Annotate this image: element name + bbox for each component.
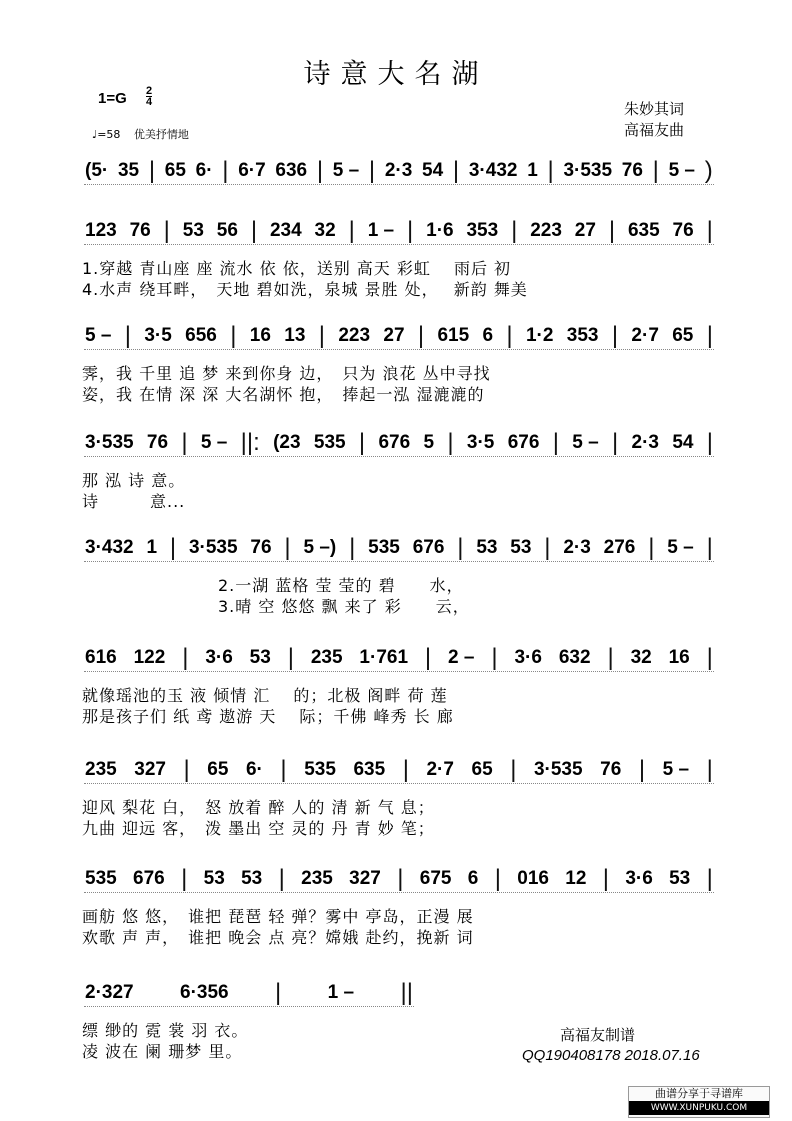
barline: |: [638, 756, 646, 783]
note-group: 76: [621, 160, 643, 181]
barline: |: [407, 217, 414, 244]
note-group: 2·3: [631, 432, 659, 453]
note-group: 16: [668, 647, 690, 668]
barline: |: [222, 157, 229, 184]
transcriber-credit: 高福友制谱: [560, 1026, 636, 1044]
note-group: 276: [603, 537, 636, 558]
note-group: 636: [275, 160, 308, 181]
note-group: 223: [530, 220, 562, 241]
note-group: 123: [85, 220, 117, 241]
note-group: 235: [301, 868, 333, 889]
barline: |: [452, 157, 460, 184]
note-group: 632: [558, 647, 591, 668]
note-group: 353: [566, 325, 599, 346]
barline: |: [287, 644, 294, 671]
barline: ||:: [240, 429, 260, 456]
barline: |: [547, 157, 554, 184]
note-group: 76: [672, 220, 694, 241]
note-group: 1·6: [426, 220, 454, 241]
note-group: 76: [250, 537, 272, 558]
composer-credit: 高福友曲: [624, 121, 685, 139]
note-group: 1: [146, 537, 158, 558]
barline: |: [602, 865, 609, 892]
barline: |: [284, 534, 291, 561]
note-group: 3·432: [468, 160, 518, 181]
note-group: 12: [565, 868, 587, 889]
watermark-text: 曲谱分享于寻谱库: [655, 1087, 743, 1100]
note-group: 16: [249, 325, 271, 346]
note-group: 3·6: [514, 647, 542, 668]
lyric-line: 2.一湖 蓝格 莹 莹的 碧 水，: [82, 576, 464, 595]
barline: |: [608, 217, 616, 244]
lyric-line: 姿，我 在情 深 深 大名湖怀 抱， 捧起一泓 湿漉漉的: [82, 385, 485, 404]
note-group: 3·5: [466, 432, 495, 453]
barline: |: [457, 534, 464, 561]
barline: |: [358, 429, 366, 456]
barline: |: [706, 429, 713, 456]
barline: |: [183, 756, 190, 783]
note-group: 2·3: [384, 160, 413, 181]
barline: |: [169, 534, 177, 561]
note-group: 2 –: [448, 647, 475, 668]
barline: |: [417, 322, 425, 349]
note-group: 56: [216, 220, 238, 241]
barline: |: [148, 157, 156, 184]
note-group: 615: [437, 325, 470, 346]
note-group: 2·3: [563, 537, 591, 558]
barline: |: [402, 756, 409, 783]
note-group: 5 –: [85, 325, 112, 346]
note-group: 2·7: [426, 759, 454, 780]
notation-line: [84, 757, 714, 784]
tempo-value: ♩=58: [92, 128, 121, 141]
barline: |: [182, 644, 189, 671]
note-group: 656: [185, 325, 217, 346]
barline: |: [447, 429, 454, 456]
note-group: 76: [129, 220, 151, 241]
notation-line: [84, 158, 714, 185]
note-group: 76: [146, 432, 169, 453]
barline: ): [704, 157, 713, 184]
barline: |: [397, 865, 404, 892]
note-group: 54: [672, 432, 694, 453]
note-group: 65: [672, 325, 694, 346]
notation-line: [84, 430, 714, 457]
note-group: 53: [249, 647, 271, 668]
barline: |: [706, 644, 713, 671]
transcription-date: QQ190408178 2018.07.16: [522, 1047, 700, 1064]
note-group: 676: [412, 537, 445, 558]
note-group: 2·327: [85, 982, 134, 1003]
note-group: 54: [422, 160, 444, 181]
barline: |: [506, 322, 513, 349]
note-group: 327: [134, 759, 166, 780]
barline: |: [181, 865, 188, 892]
tempo-marking: [92, 126, 189, 142]
page-title: 诗意大名湖: [303, 59, 489, 90]
lyric-line: 画舫 悠 悠， 谁把 琵琶 轻 弹？雾中 亭岛，正漫 展: [82, 907, 474, 926]
barline: |: [706, 865, 713, 892]
barline: |: [706, 322, 713, 349]
lyric-line: 4.水声 绕耳畔， 天地 碧如洗，泉城 景胜 处， 新韵 舞美: [82, 280, 528, 299]
barline: |: [348, 217, 355, 244]
note-group: 635: [627, 220, 660, 241]
lyric-line: 1.穿越 青山座 座 流水 依 依，送别 高天 彩虹 雨后 初: [82, 259, 512, 278]
note-group: 53: [510, 537, 532, 558]
note-group: 676: [133, 868, 165, 889]
note-group: 1: [527, 160, 538, 181]
note-group: 5 –): [303, 537, 337, 558]
note-group: 27: [383, 325, 405, 346]
barline: |: [124, 322, 131, 349]
barline: |: [494, 865, 501, 892]
lyric-line: 就像瑶池的玉 液 倾情 汇 的；北极 阁畔 荷 莲: [82, 686, 448, 705]
note-group: 676: [378, 432, 411, 453]
note-group: 5 –: [662, 759, 690, 780]
note-group: 1 –: [367, 220, 395, 241]
barline: |: [611, 322, 619, 349]
note-group: 535: [313, 432, 346, 453]
note-group: 3·5: [144, 325, 172, 346]
lyric-line: 霁，我 千里 追 梦 来到你身 边， 只为 浪花 丛中寻找: [82, 364, 491, 383]
note-group: 65: [164, 160, 186, 181]
key-signature: 1=G: [98, 90, 127, 107]
note-group: 6·7: [238, 160, 266, 181]
note-group: 1·2: [525, 325, 554, 346]
barline: |: [280, 756, 287, 783]
barline: |: [424, 644, 432, 671]
note-group: 535: [304, 759, 336, 780]
lyric-line: 欢歌 声 声， 谁把 晚会 点 亮？嫦娥 赴约，挽新 词: [82, 928, 474, 947]
note-group: 3·535: [533, 759, 583, 780]
note-group: 535: [368, 537, 400, 558]
lyric-line: 那 泓 诗 意。: [82, 471, 186, 490]
note-group: 234: [269, 220, 302, 241]
barline: |: [368, 157, 376, 184]
note-group: 6: [467, 868, 479, 889]
note-group: 27: [574, 220, 596, 241]
barline: |: [611, 429, 619, 456]
note-group: 3·535: [85, 432, 134, 453]
note-group: 3·6: [205, 647, 233, 668]
barline: |: [511, 217, 518, 244]
note-group: 6·: [245, 759, 263, 780]
watermark-box: [628, 1086, 770, 1118]
note-group: 76: [600, 759, 622, 780]
barline: |: [278, 865, 285, 892]
note-group: 5 –: [667, 537, 694, 558]
watermark-url: WWW.XUNPUKU.COM: [629, 1101, 769, 1115]
barline: |: [706, 217, 713, 244]
barline: |: [318, 322, 325, 349]
note-group: 35: [117, 160, 140, 181]
barline: |: [181, 429, 188, 456]
lyric-line: 3.晴 空 悠悠 飘 来了 彩 云，: [82, 597, 470, 616]
note-group: 53: [241, 868, 263, 889]
notation-line: [84, 866, 714, 893]
note-group: 53: [669, 868, 691, 889]
note-group: 235: [310, 647, 343, 668]
note-group: 5: [423, 432, 435, 453]
note-group: 676: [507, 432, 540, 453]
barline: |: [706, 534, 713, 561]
note-group: 122: [133, 647, 166, 668]
note-group: 616: [85, 647, 117, 668]
lyricist-credit: 朱妙其词: [624, 100, 685, 118]
note-group: 223: [338, 325, 371, 346]
note-group: 65: [207, 759, 229, 780]
note-group: 32: [630, 647, 652, 668]
lyric-line: 那是孩子们 纸 鸢 遨游 天 际；千佛 峰秀 长 廊: [82, 707, 454, 726]
note-group: 5 –: [668, 160, 695, 181]
note-group: 65: [471, 759, 493, 780]
note-group: 5 –: [572, 432, 599, 453]
barline: |: [706, 756, 713, 783]
note-group: 535: [85, 868, 117, 889]
note-group: (5·: [85, 160, 109, 181]
note-group: 6: [482, 325, 494, 346]
note-group: 235: [85, 759, 117, 780]
lyric-line: 凌 波在 阑 珊梦 里。: [82, 1042, 243, 1061]
barline: |: [163, 217, 170, 244]
lyric-line: 诗 意...: [82, 492, 186, 511]
note-group: 13: [284, 325, 306, 346]
note-group: 635: [353, 759, 386, 780]
barline: |: [607, 644, 614, 671]
note-group: 3·432: [85, 537, 134, 558]
note-group: 6·: [195, 160, 213, 181]
note-group: 5 –: [200, 432, 228, 453]
note-group: 53: [203, 868, 225, 889]
note-group: 3·535: [563, 160, 613, 181]
time-bottom: 4: [146, 96, 153, 108]
barline: |: [648, 534, 655, 561]
note-group: 5 –: [332, 160, 360, 181]
note-group: 1·761: [359, 647, 409, 668]
note-group: 353: [466, 220, 499, 241]
time-signature: [146, 86, 152, 107]
barline: ||: [400, 979, 413, 1006]
barline: |: [652, 157, 659, 184]
note-group: 327: [349, 868, 381, 889]
note-group: 53: [476, 537, 498, 558]
note-group: 3·535: [188, 537, 238, 558]
barline: |: [349, 534, 356, 561]
barline: |: [316, 157, 324, 184]
expression-marking: 优美抒情地: [133, 128, 189, 141]
notation-line: [84, 323, 714, 350]
note-group: 3·6: [625, 868, 653, 889]
note-group: 2·7: [631, 325, 659, 346]
barline: |: [250, 217, 258, 244]
notation-line: [84, 980, 414, 1007]
time-top: 2: [146, 85, 153, 97]
note-group: 32: [314, 220, 336, 241]
note-group: 53: [182, 220, 204, 241]
barline: |: [230, 322, 237, 349]
lyric-line: 九曲 迎远 客， 泼 墨出 空 灵的 丹 青 妙 笔；: [82, 819, 435, 838]
note-group: 016: [517, 868, 549, 889]
lyric-line: 迎风 梨花 白， 怒 放着 醉 人的 清 新 气 息；: [82, 798, 435, 817]
barline: |: [275, 979, 282, 1006]
note-group: 675: [419, 868, 452, 889]
notation-line: [84, 645, 714, 672]
note-group: 6·356: [180, 982, 229, 1003]
barline: |: [510, 756, 517, 783]
note-group: 1 –: [327, 982, 355, 1003]
notation-line: [84, 535, 714, 562]
lyric-line: 缥 缈的 霓 裳 羽 衣。: [82, 1021, 249, 1040]
note-group: (23: [273, 432, 301, 453]
barline: |: [491, 644, 498, 671]
notation-line: [84, 218, 714, 245]
barline: |: [552, 429, 559, 456]
barline: |: [544, 534, 551, 561]
